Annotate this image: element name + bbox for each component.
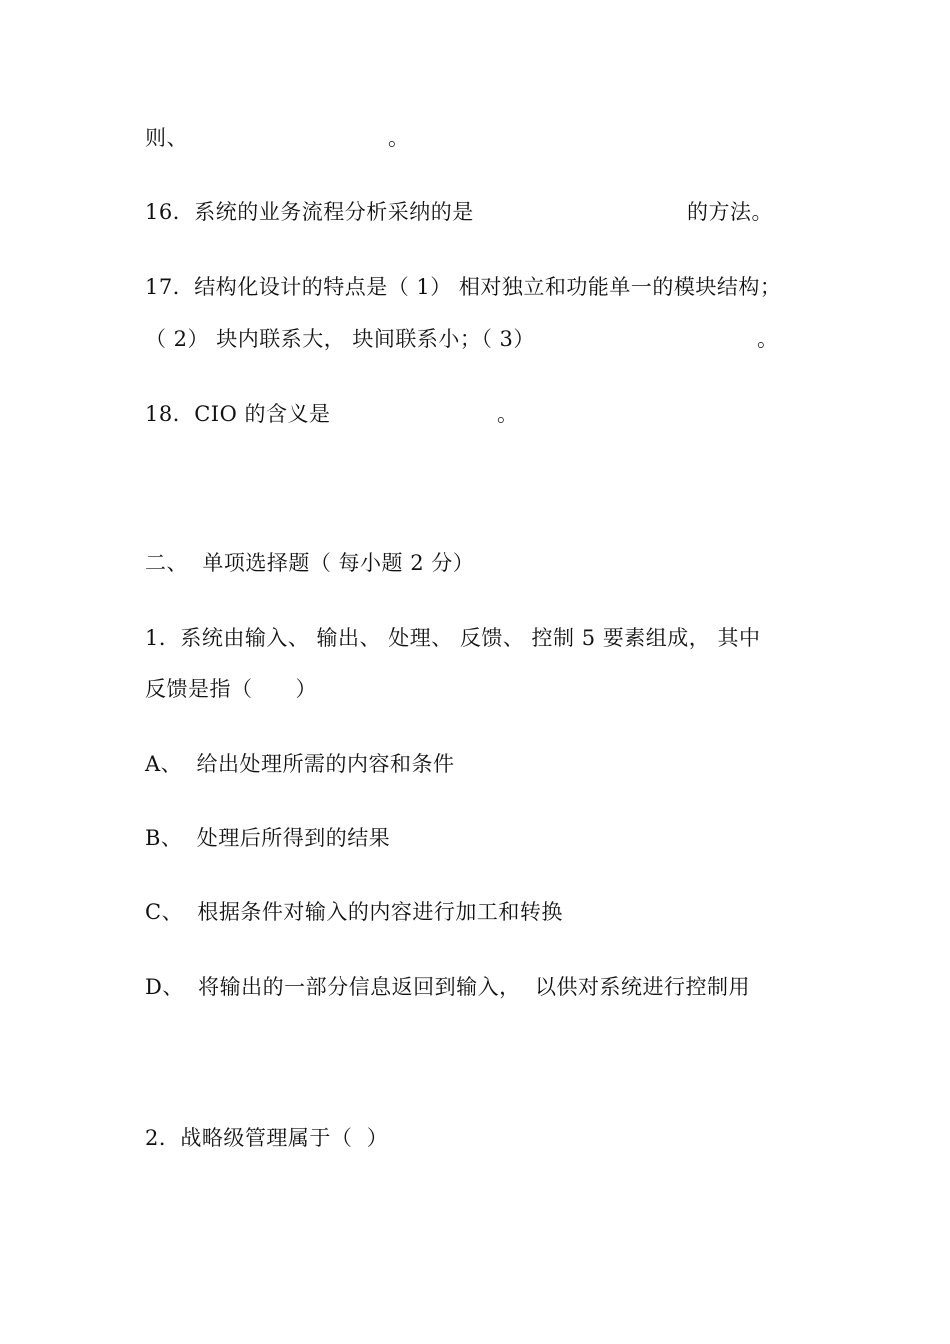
q17-line2-suffix: 。 xyxy=(757,327,779,351)
mcq1-option-d: D、 将输出的一部分信息返回到输入， 以供对系统进行控制用 xyxy=(145,975,751,999)
q16-suffix: 的方法。 xyxy=(687,200,773,224)
mcq1-option-c: C、 根据条件对输入的内容进行加工和转换 xyxy=(145,900,563,924)
q18-line xyxy=(145,400,519,512)
mcq1-option-a: A、 给出处理所需的内容和条件 xyxy=(145,752,455,776)
q15-tail-prefix: 则、 xyxy=(145,126,188,150)
q18-prefix: 18．CIO 的含义是 xyxy=(145,402,331,426)
mcq1-option-b: B、 处理后所得到的结果 xyxy=(145,826,391,850)
q18-suffix: 。 xyxy=(497,402,519,426)
q15-tail-suffix: 。 xyxy=(388,126,410,150)
q17-line1: 17．结构化设计的特点是（ 1） 相对独立和功能单一的模块结构； xyxy=(145,275,782,299)
mcq2-stem: 2．战略级管理属于（ ） xyxy=(145,1126,389,1150)
section-heading: 二、 单项选择题（ 每小题 2 分） xyxy=(145,551,475,575)
q16-prefix: 16．系统的业务流程分析采纳的是 xyxy=(145,200,474,224)
q17-line2-prefix: （ 2） 块内联系大， 块间联系小；（ 3） xyxy=(145,327,535,351)
mcq1-stem-line2: 反馈是指（ ） xyxy=(145,677,318,701)
mcq1-stem-line1: 1．系统由输入、 输出、 处理、 反馈、 控制 5 要素组成， 其中 xyxy=(145,626,761,650)
